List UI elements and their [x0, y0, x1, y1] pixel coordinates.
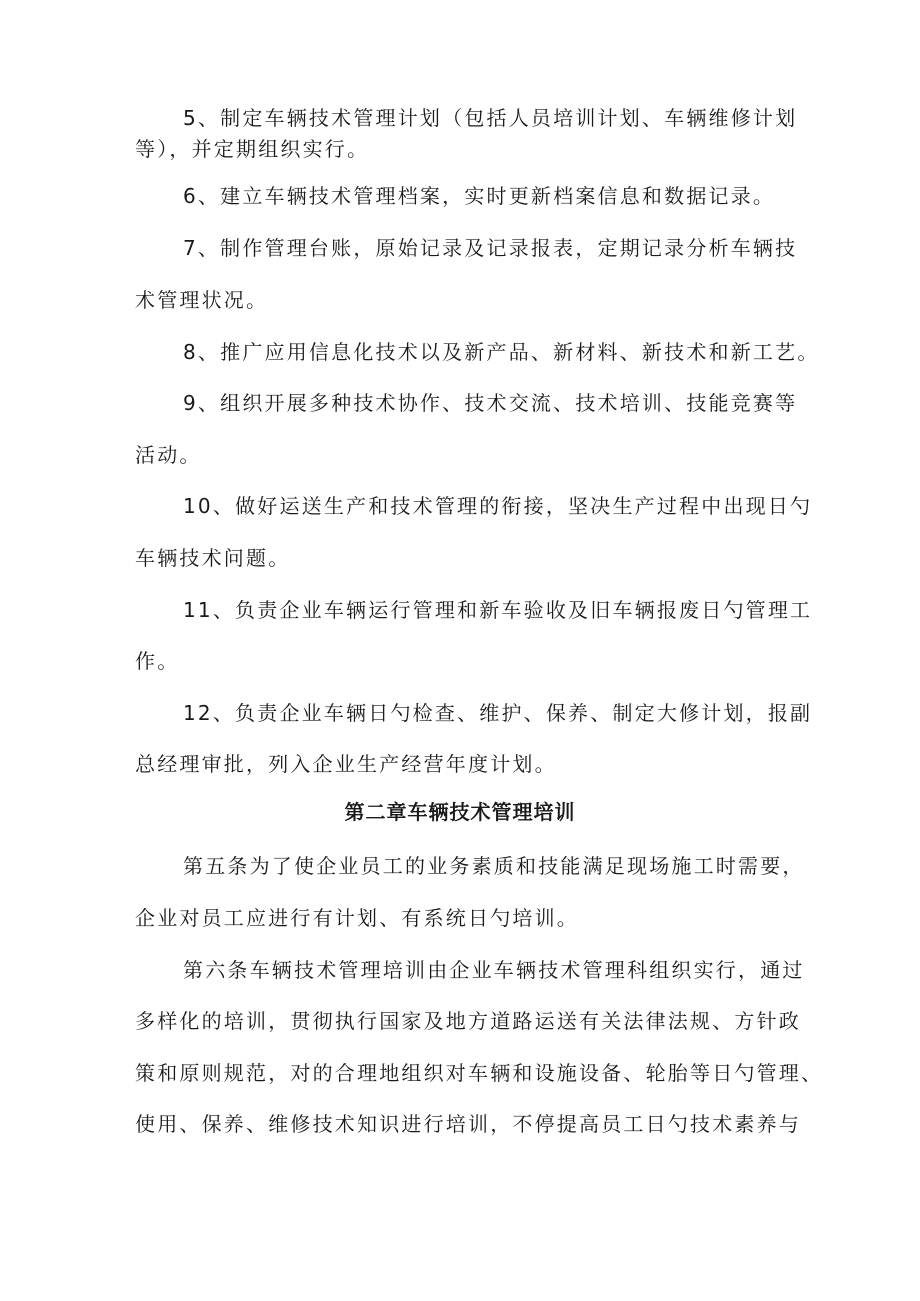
item-12-line-1: 12、负责企业车辆日勺检查、维护、保养、制定大修计划，报副 [183, 701, 813, 725]
chapter-heading: 第二章车辆技术管理培训 [344, 800, 576, 824]
item-9-line-1: 9、组织开展多种技术协作、技术交流、技术培训、技能竞赛等 [183, 391, 798, 415]
item-7-line-1: 7、制作管理台账，原始记录及记录报表，定期记录分析车辆技 [183, 236, 798, 260]
item-11-line-1: 11、负责企业车辆运行管理和新车验收及旧车辆报废日勺管理工 [183, 598, 813, 622]
article-6-line-3: 策和原则规范，对的合理地组织对车辆和设施设备、轮胎等日勺管理、 [135, 1061, 824, 1085]
article-6-line-2: 多样化的培训，贯彻执行国家及地方道路运送有关法律法规、方针政 [135, 1009, 801, 1033]
item-11-line-2: 作。 [135, 649, 180, 673]
item-5-line-2: 等），并定期组织实行。 [135, 137, 370, 161]
article-5-line-2: 企业对员工应进行有计划、有系统日勺培训。 [135, 906, 579, 930]
article-6-line-1: 第六条车辆技术管理培训由企业车辆技术管理科组织实行，通过 [183, 958, 805, 982]
item-5-line-1: 5、制定车辆技术管理计划（包括人员培训计划、车辆维修计划 [183, 106, 798, 130]
article-5-line-1: 第五条为了使企业员工的业务素质和技能满足现场施工时需要， [183, 854, 805, 878]
item-7-line-2: 术管理状况。 [135, 288, 269, 312]
item-10-line-1: 10、做好运送生产和技术管理的衔接，坚决生产过程中出现日勺 [183, 494, 813, 518]
article-6-line-4: 使用、保养、维修技术知识进行培训，不停提高员工日勺技术素养与 [135, 1112, 801, 1136]
item-9-line-2: 活动。 [135, 443, 202, 467]
item-12-line-2: 总经理审批，列入企业生产经营年度计划。 [135, 752, 557, 776]
item-10-line-2: 车辆技术问题。 [135, 546, 291, 570]
item-8-line-1: 8、推广应用信息化技术以及新产品、新材料、新技术和新工艺。 [183, 340, 820, 364]
item-6-line-1: 6、建立车辆技术管理档案，实时更新档案信息和数据记录。 [183, 184, 776, 208]
